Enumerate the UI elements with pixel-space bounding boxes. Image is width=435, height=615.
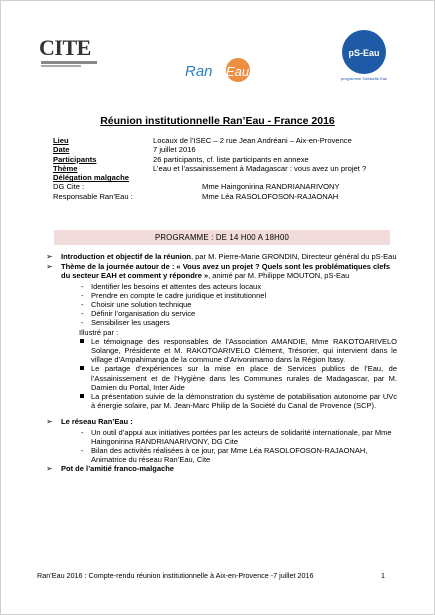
delegation-label: Délégation malgache [53, 173, 129, 183]
agenda [41, 252, 397, 475]
arrow-bullet-icon: ➢ [46, 262, 53, 272]
agenda-item [41, 252, 397, 261]
dg-label: DG Cite : [53, 182, 85, 192]
square-bullet-icon [80, 366, 84, 370]
square-bullet-icon [80, 339, 84, 343]
dash-bullet: - [81, 427, 84, 437]
raneau-logo-text-2: Eau [226, 64, 250, 79]
cite-logo-underline-2 [41, 65, 81, 67]
participants-label: Participants [53, 154, 97, 164]
list-item: Le témoignage des responsables de l’Association AMANDIE, Mme RAKOTOARIVELO Solange, Présidente et M. RAKOTOARIVELO Clément, Trésorier, qui intervient dans le village d’Ampahimanga de la commune d’Arivonimamo dans la Région Itasy. [41, 337, 397, 365]
cite-logo [39, 35, 103, 69]
meeting-info [53, 136, 366, 201]
arrow-bullet-icon: ➢ [46, 417, 53, 427]
theme-label: Thème [53, 163, 78, 173]
pseau-logo-tagline: programme Solidarité Eau [340, 76, 388, 81]
illustre-label: Illustré par : [79, 327, 119, 337]
document-title: Réunion institutionnelle Ran’Eau - France 2016 [100, 115, 335, 127]
arrow-bullet-icon: ➢ [46, 252, 53, 261]
agenda-item [41, 262, 397, 280]
dg-value: Mme Haingonirina RANDRIANARIVONY [202, 182, 340, 192]
dash-bullet: - [81, 300, 84, 310]
list-item: - Identifier les besoins et attentes des acteurs locaux [81, 281, 262, 291]
cite-logo-underline [41, 61, 97, 64]
agenda-item [41, 464, 397, 473]
list-item: - Sensibiliser les usagers [81, 318, 170, 328]
agenda-item-title: Le réseau Ran’Eau : [61, 417, 133, 427]
pseau-logo-text: pS-Eau [348, 48, 380, 58]
resp-value: Mme Léa RASOLOFOSON-RAJAONAH [202, 191, 339, 201]
theme-value: L’eau et l’assainissement à Madagascar : vous avez un projet ? [153, 163, 367, 173]
agenda-item-detail: , par M. Pierre-Marie GRONDIN, Directeur général du pS-Eau [191, 252, 397, 261]
raneau-logo-text-1: Ran [185, 63, 213, 80]
list-item: - Bilan des activités réalisées à ce jour, par Mme Léa RASOLOFOSON-RAJAONAH, Animatrice du réseau Ran’Eau, Cite [81, 446, 368, 465]
page-number: 1 [381, 571, 385, 580]
list-item: Le partage d’expériences sur la mise en place de Services publics de l’Eau, de l’Assainissement et de l’Hygiène dans les Communes rurales de Madagascar, par M. Damien du Portal, Inter Aide [41, 364, 397, 392]
list-item: La présentation suivie de la démonstration du système de potabilisation autonome par UVc à énergie solaire, par M. Jean-Marc Philip de la Société du Canal de Provence (SCP). [41, 392, 397, 410]
cite-logo-word: CITE [39, 35, 91, 60]
pseau-logo [337, 28, 391, 82]
date-label: Date [53, 145, 70, 155]
dash-bullet: - [81, 281, 84, 291]
dash-bullet: - [81, 446, 84, 456]
resp-label: Responsable Ran’Eau : [53, 191, 133, 201]
raneau-logo [181, 56, 261, 86]
footer-text: Ran’Eau 2016 : Compte-rendu réunion institutionnelle à Aix-en-Provence -7 juillet 2016 [37, 571, 314, 580]
list-item: - Définir l’organisation du service [81, 309, 196, 319]
programme-banner: PROGRAMME : DE 14 H00 A 18H00 [54, 230, 390, 245]
list-item: - Prendre en compte le cadre juridique et institutionnel [81, 290, 267, 300]
dash-bullet: - [81, 309, 84, 319]
dash-bullet: - [81, 290, 84, 300]
agenda-item-title: Thème de la journée autour de : « Vous avez un projet ? Quels sont les problématiques clefs du secteur EAH et comment y répondre » [61, 262, 391, 281]
lieu-label: Lieu [53, 136, 69, 145]
dash-bullet: - [81, 318, 84, 328]
list-item: - Un outil d’appui aux initiatives portées par les acteurs de solidarité internationale, par Mme Haingonirina RANDRIANARIVONY, DG Cite [81, 427, 392, 446]
lieu-value: Locaux de l’ISEC – 2 rue Jean Andréani – Aix-en-Provence [153, 136, 352, 145]
arrow-bullet-icon: ➢ [46, 464, 53, 474]
date-value: 7 juillet 2016 [153, 145, 196, 155]
participants-value: 26 participants, cf. liste participants en annexe [153, 154, 309, 164]
square-bullet-icon [80, 394, 84, 398]
list-item: - Choisir une solution technique [81, 300, 192, 310]
agenda-item-detail: , animé par M. Philippe MOUTON, pS-Eau [208, 271, 350, 281]
agenda-item [41, 417, 397, 426]
agenda-item-title: Pot de l’amitié franco-malgache [61, 464, 174, 474]
agenda-item-title: Introduction et objectif de la réunion [61, 252, 192, 261]
